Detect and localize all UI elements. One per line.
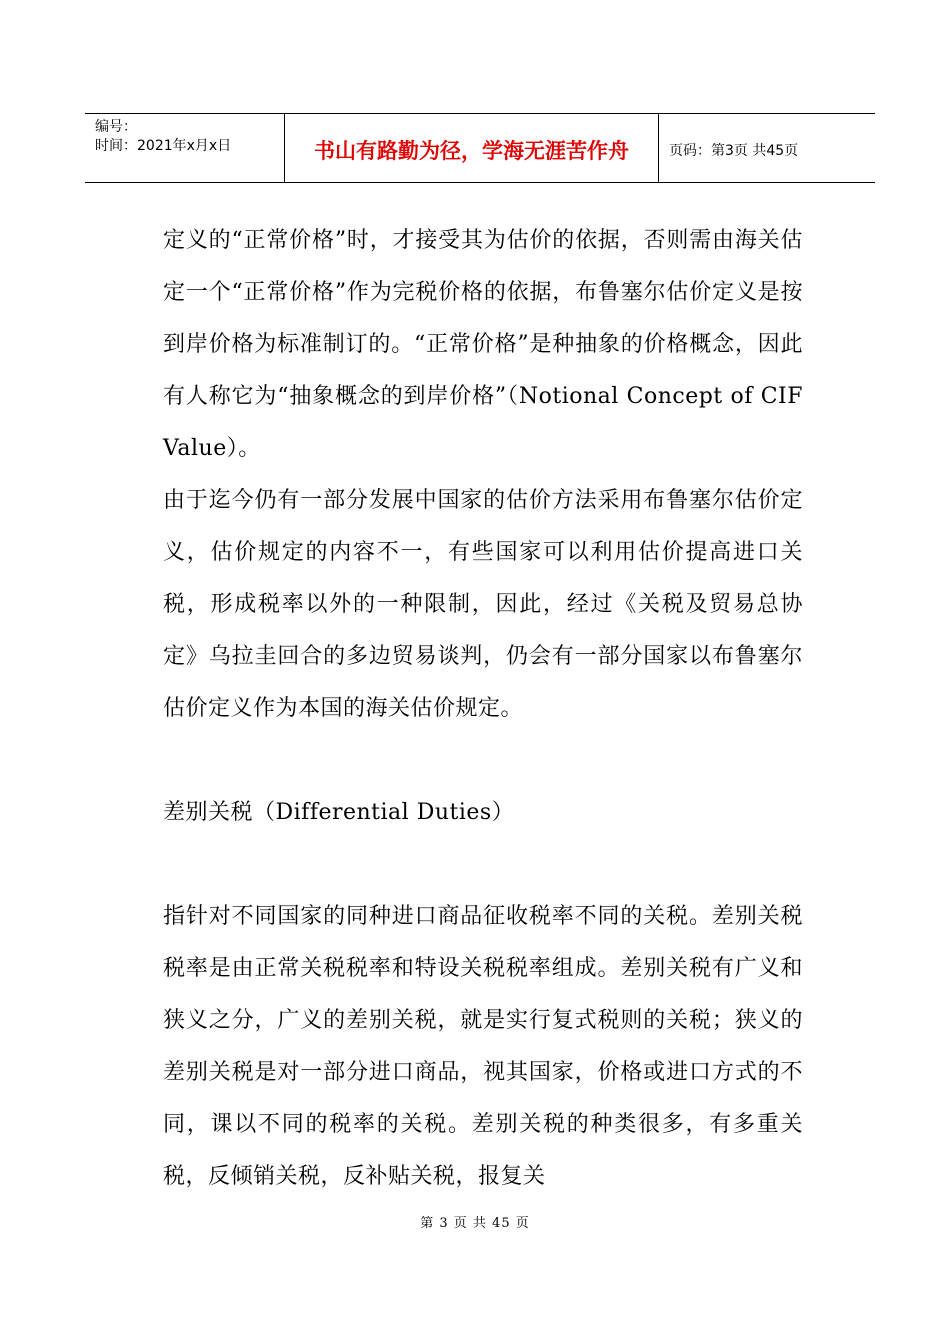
section-heading: 差别关税（Differential Duties） [163, 800, 515, 825]
header-page-info: 页码：第3页 共45页 [669, 143, 799, 159]
spacer [163, 735, 803, 787]
spacer [163, 839, 803, 891]
number-label: 编号： [95, 119, 137, 135]
paragraph-3: 指针对不同国家的同种进口商品征收税率不同的关税。差别关税税率是由正常关税税率和特设关税税率组成。差别关税有广义和狭义之分，广义的差别关税，就是实行复式税则的关税；狭义的差别关税是对一部分进口商品，视其国家，价格或进口方式的不同，课以不同的税率的关税。差别关税的种类很多，有多重关税，反倾销关税，反补贴关税，报复关 [163, 904, 803, 1189]
document-header [85, 113, 875, 183]
document-body [163, 215, 803, 1203]
paragraph-1: 定义的“正常价格”时，才接受其为估价的依据，否则需由海关估定一个“正常价格”作为完税价格的依据，布鲁塞尔估价定义是按到岸价格为标准制订的。“正常价格”是种抽象的价格概念，因此有人称它为“抽象概念的到岸价格”（Notional Concept of CIF Value）。 [163, 228, 803, 461]
page-footer: 第 3 页 共 45 页 [420, 1216, 530, 1231]
header-motto: 书山有路勤为径，学海无涯苦作舟 [285, 114, 659, 182]
header-meta [85, 114, 285, 182]
time-label: 时间：2021年x月x日 [95, 138, 232, 154]
paragraph-2: 由于迄今仍有一部分发展中国家的估价方法采用布鲁塞尔估价定义，估价规定的内容不一，有些国家可以利用估价提高进口关税，形成税率以外的一种限制，因此，经过《关税及贸易总协定》乌拉圭回合的多边贸易谈判，仍会有一部分国家以布鲁塞尔估价定义作为本国的海关估价规定。 [163, 488, 803, 721]
